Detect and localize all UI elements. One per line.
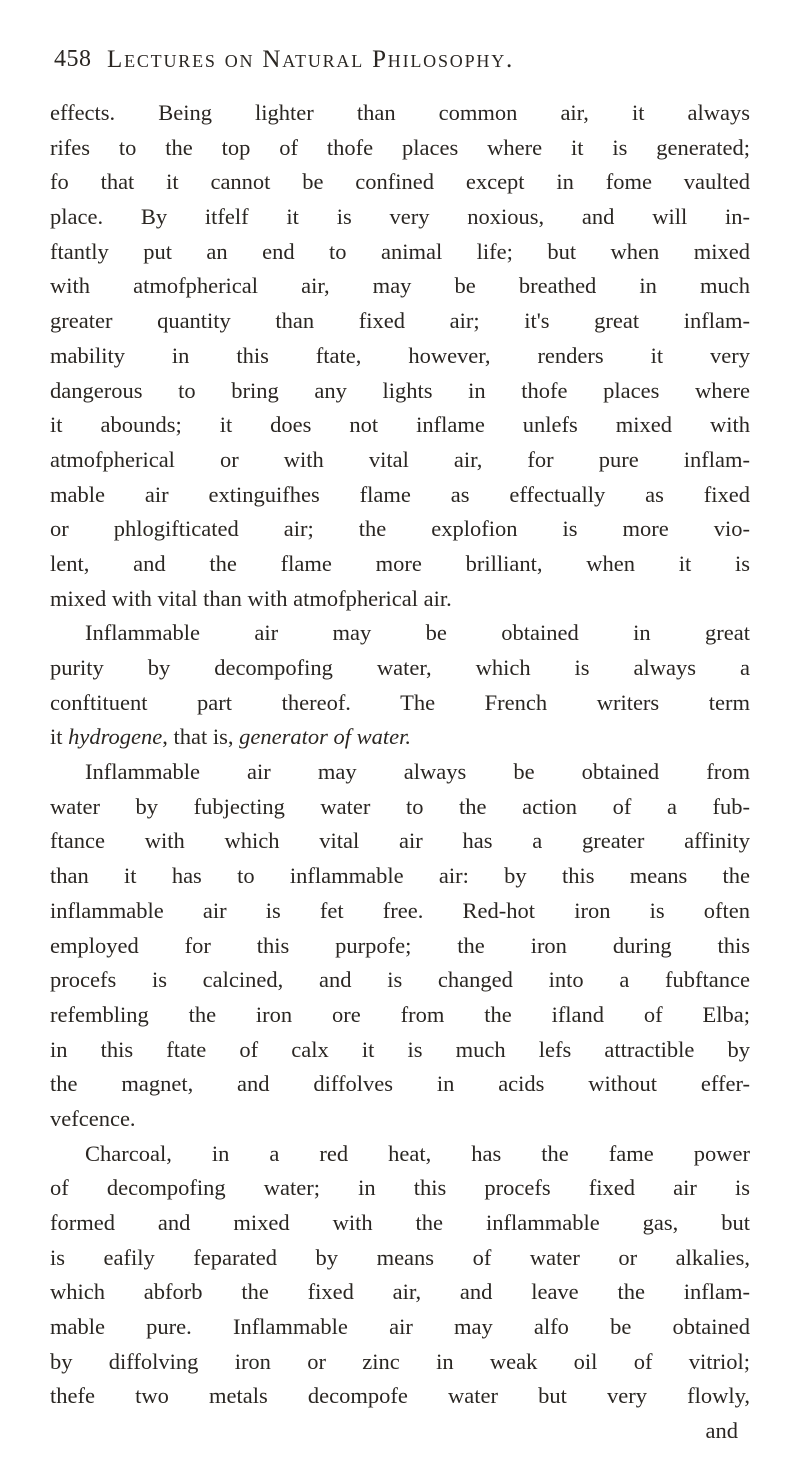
text-line: which abforb the fixed air, and leave the inflam- (50, 1279, 750, 1305)
text-line: effects. Being lighter than common air, it always (50, 100, 750, 125)
page-number: 458 (54, 46, 92, 72)
text-line: mable air extinguifhes flame as effectually as fixed (50, 481, 750, 507)
term-hydrogene: hydrogene (68, 724, 163, 750)
text-line: procefs is calcined, and is changed into a fubftance (50, 967, 750, 993)
text-line: atmofpherical or with vital air, for pure inflam- (50, 446, 750, 472)
text-line: greater quantity than fixed air; it's great inflam- (50, 308, 750, 334)
text-line: refembling the iron ore from the ifland of Elba; (50, 1001, 750, 1027)
text-line: dangerous to bring any lights in thofe places where (50, 377, 750, 403)
text-line: it abounds; it does not inflame unlefs mixed with (50, 412, 750, 438)
term-gloss: generator of water. (239, 724, 412, 750)
text-line: fo that it cannot be confined except in fome vaulted (50, 169, 750, 195)
text-line: with atmofpherical air, may be breathed in much (50, 273, 750, 299)
text-line-terms (50, 720, 750, 755)
text-line: the magnet, and diffolves in acids without effer- (50, 1071, 750, 1097)
text-line: formed and mixed with the inflammable gas, but (50, 1210, 750, 1235)
text-line: mability in this ftate, however, renders it very (50, 342, 750, 368)
text-line: employed for this purpofe; the iron during this (50, 932, 750, 958)
text-line: mable pure. Inflammable air may alfo be obtained (50, 1314, 750, 1340)
text-line: of decompofing water; in this procefs fixed air is (50, 1175, 750, 1201)
text-line: thefe two metals decompofe water but very flowly, (50, 1383, 750, 1409)
text-line: mixed with vital than with atmofpherical air. (50, 585, 452, 611)
page-header (50, 46, 750, 86)
paragraph-start-line: Inflammable air may always be obtained from (85, 759, 750, 785)
paragraph-start-line: Inflammable air may be obtained in great (85, 620, 750, 646)
text-line: by diffolving iron or zinc in weak oil of vitriol; (50, 1348, 750, 1374)
text-line: or phlogifticated air; the explofion is more vio- (50, 516, 750, 542)
text-line: place. By itfelf it is very noxious, and will in- (50, 204, 750, 230)
text-line: inflammable air is fet free. Red-hot iron is often (50, 897, 750, 923)
text-line: rifes to the top of thofe places where it is generated; (50, 134, 750, 160)
term-prefix: it (50, 724, 69, 750)
paragraph-start-line: Charcoal, in a red heat, has the fame power (85, 1140, 750, 1166)
text-line: is eafily feparated by means of water or alkalies, (50, 1244, 750, 1270)
catchword: and (705, 1418, 738, 1444)
text-line: lent, and the flame more brilliant, when it is (50, 550, 750, 576)
term-middle: , that is, (162, 724, 240, 750)
text-line: in this ftate of calx it is much lefs attractible by (50, 1036, 750, 1062)
text-line: ftantly put an end to animal life; but when mixed (50, 238, 750, 264)
text-line: water by fubjecting water to the action of a fub- (50, 793, 750, 819)
text-line: than it has to inflammable air: by this means the (50, 863, 750, 889)
text-line: purity by decompofing water, which is always a (50, 655, 750, 680)
body-text (50, 96, 750, 1449)
text-line: vefcence. (50, 1105, 136, 1131)
text-line: conftituent part thereof. The French writers term (50, 689, 750, 715)
running-title: Lectures on Natural Philosophy. (107, 46, 515, 73)
text-line: ftance with which vital air has a greater affinity (50, 828, 750, 854)
